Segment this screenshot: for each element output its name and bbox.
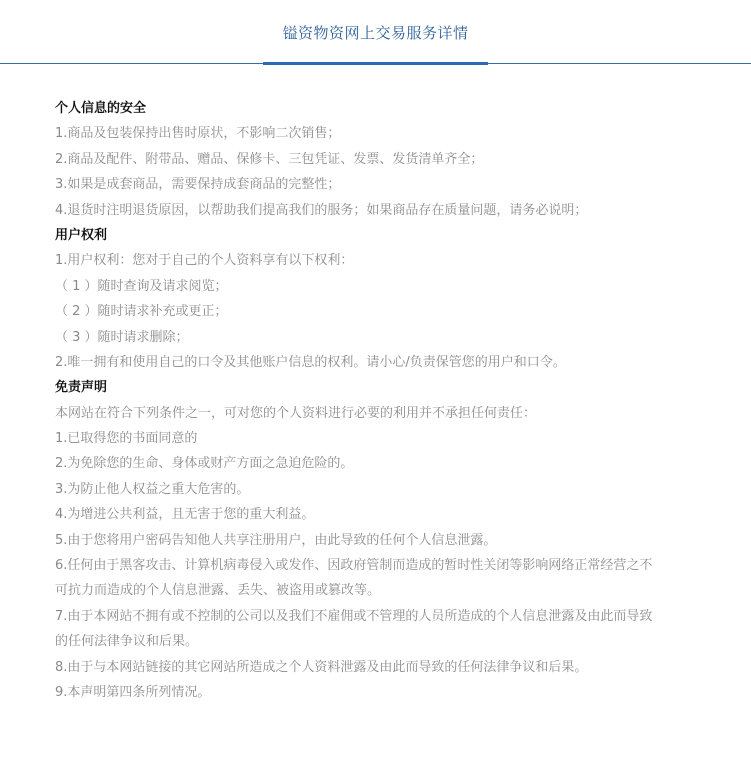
list-item: 3.为防止他人权益之重大危害的。 <box>55 481 250 497</box>
page-header <box>0 0 751 64</box>
page-title: 镒资物资网上交易服务详情 <box>282 24 469 42</box>
section-heading-disclaimer: 免责声明 <box>55 380 108 396</box>
list-item: 本网站在符合下列条件之一，可对您的个人资料进行必要的利用并不承担任何责任： <box>55 405 537 421</box>
list-item: （ 3 ）随时请求删除； <box>55 329 189 345</box>
list-item: 3.如果是成套商品，需要保持成套商品的完整性； <box>55 177 341 193</box>
list-item: 8.由于与本网站链接的其它网站所造成之个人资料泄露及由此而导致的任何法律争议和后果。 <box>55 659 588 675</box>
list-item: 1.商品及包装保持出售时原状，不影响二次销售； <box>55 126 341 142</box>
list-item: 4.退货时注明退货原因，以帮助我们提高我们的服务；如果商品存在质量问题，请务必说明； <box>55 202 588 218</box>
list-item: 6.任何由于黑客攻击、计算机病毒侵入或发作、因政府管制而造成的暂时性关闭等影响网络正常经营之不 <box>55 558 653 574</box>
list-item: 1.用户权利：您对于自己的个人资料享有以下权利： <box>55 253 354 269</box>
section-heading-user-rights: 用户权利 <box>55 227 108 243</box>
list-item: （ 2 ）随时请求补充或更正； <box>55 304 228 320</box>
list-item: 2.商品及配件、附带品、赠品、保修卡、三包凭证、发票、发货清单齐全； <box>55 151 484 167</box>
list-item: （ 1 ）随时查询及请求阅览； <box>55 278 228 294</box>
list-item: 5.由于您将用户密码告知他人共享注册用户，由此导致的任何个人信息泄露。 <box>55 532 497 548</box>
list-item: 可抗力而造成的个人信息泄露、丢失、被盗用或篡改等。 <box>55 583 381 599</box>
list-item: 7.由于本网站不拥有或不控制的公司以及我们不雇佣或不管理的人员所造成的个人信息泄露及由此而导致 <box>55 608 653 624</box>
list-item: 2.唯一拥有和使用自己的口令及其他账户信息的权利。请小心/负责保管您的用户和口令。 <box>55 354 566 370</box>
list-item: 的任何法律争议和后果。 <box>55 634 199 650</box>
list-item: 9.本声明第四条所列情况。 <box>55 684 211 700</box>
list-item: 4.为增进公共利益，且无害于您的重大利益。 <box>55 507 315 523</box>
list-item: 1.已取得您的书面同意的 <box>55 431 198 447</box>
section-heading-personal-info-security: 个人信息的安全 <box>55 101 147 116</box>
service-details-content <box>55 96 715 705</box>
list-item: 2.为免除您的生命、身体或财产方面之急迫危险的。 <box>55 456 354 472</box>
title-underline <box>263 62 488 65</box>
